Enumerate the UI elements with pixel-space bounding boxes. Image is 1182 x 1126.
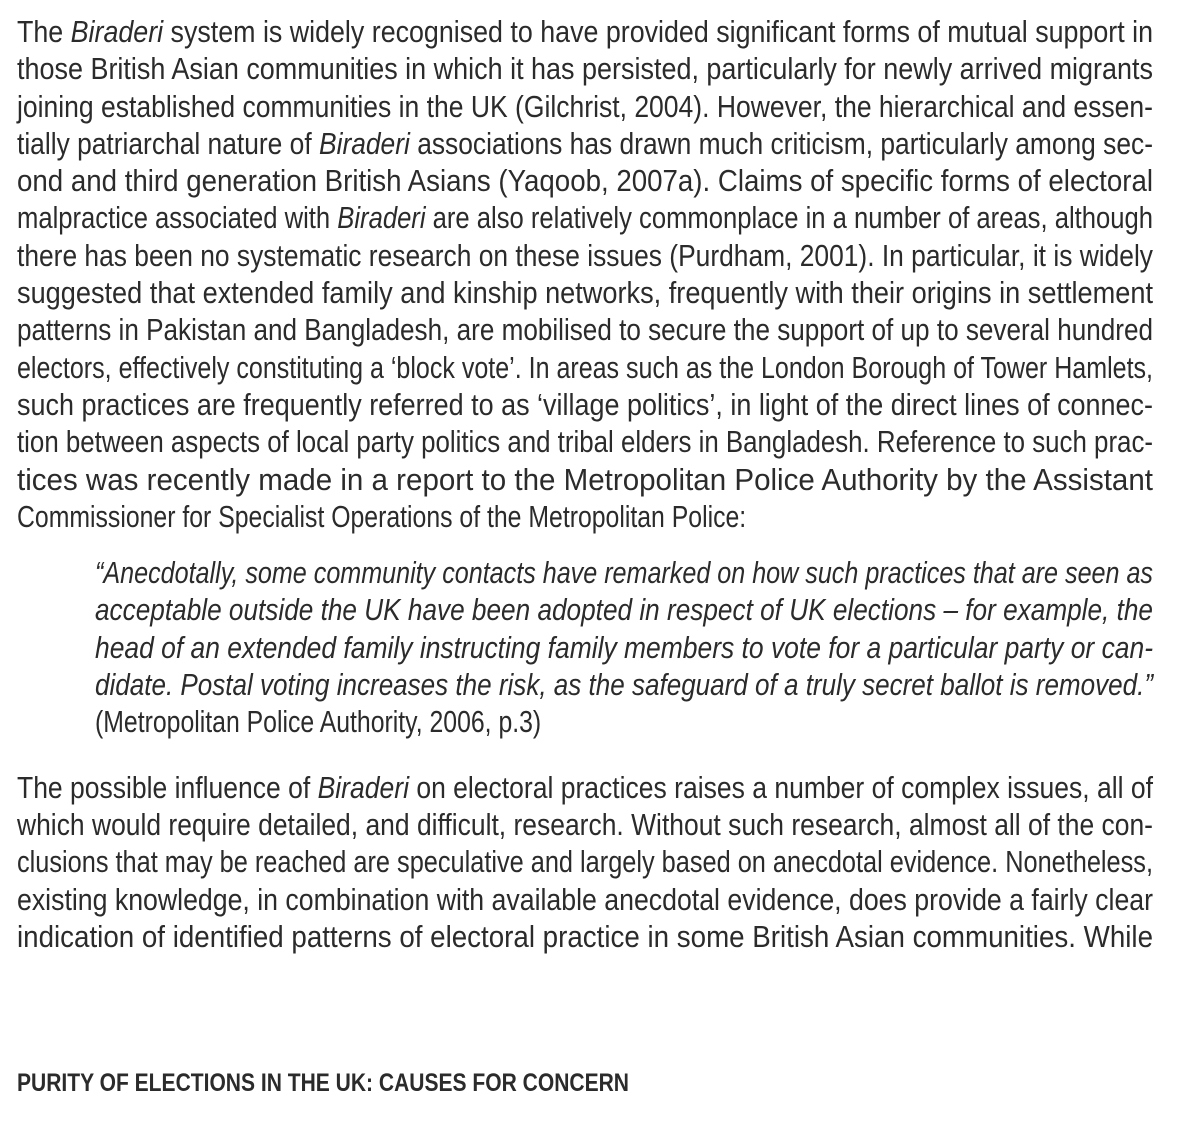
text-run: tices was recently made in a report to the Metropolitan Police Authority by the Assistant: [17, 461, 1153, 497]
text-run: The possible influence of: [17, 769, 318, 805]
text-line-content: [17, 918, 1153, 955]
text-line: [95, 554, 1153, 591]
text-run: suggested that extended family and kinship networks, frequently with their origins in settlement: [17, 275, 1153, 311]
text-run: electors, effectively constituting a ‘block vote’. In areas such as the London Borough of Tower Hamlets,: [17, 349, 1153, 385]
italic-text-run: Biraderi: [318, 125, 410, 161]
text-line-content: [17, 237, 1153, 274]
text-line: [17, 311, 1153, 348]
text-run: Commissioner for Specialist Operations of the Metropolitan Police:: [17, 498, 747, 534]
text-line-content: [17, 88, 1153, 125]
paragraph-biraderi-influence: [17, 769, 1153, 955]
text-run: patterns in Pakistan and Bangladesh, are mobilised to secure the support of up to several hundred: [17, 312, 1153, 348]
text-line-content: [95, 554, 1153, 591]
text-line: [95, 629, 1153, 666]
text-line-content: [17, 1068, 629, 1098]
text-run: those British Asian communities in which it has persisted, particularly for newly arrived migrants: [17, 51, 1153, 87]
text-line-content: [17, 199, 1153, 236]
text-line-content: [17, 806, 1153, 843]
text-line: [17, 843, 1153, 880]
text-line: [17, 349, 1153, 386]
text-line: [17, 806, 1153, 843]
text-line: [17, 237, 1153, 274]
text-line: [17, 162, 1153, 199]
text-run: there has been no systematic research on these issues (Purdham, 2001). In particular, it is widely: [17, 237, 1153, 273]
text-run: which would require detailed, and difficult, research. Without such research, almost all of the con-: [17, 806, 1153, 842]
text-line-content: [95, 666, 1153, 703]
running-footer: [17, 1068, 629, 1098]
text-run: existing knowledge, in combination with available anecdotal evidence, does provide a fairly clear: [17, 881, 1153, 917]
text-line: [95, 591, 1153, 628]
text-run: PURITY OF ELECTIONS IN THE UK: CAUSES FOR CONCERN: [17, 1069, 629, 1097]
text-line: [17, 461, 1153, 498]
text-line: [17, 88, 1153, 125]
italic-text-run: didate. Postal voting increases the risk, as the safeguard of a truly secret ballot is removed.”: [95, 667, 1153, 703]
text-line-content: [17, 274, 1153, 311]
text-run: associations has drawn much criticism, particularly among sec-: [409, 125, 1154, 161]
text-run: malpractice associated with: [17, 200, 338, 236]
text-run: on electoral practices raises a number of complex issues, all of: [408, 769, 1153, 805]
text-line: [17, 881, 1153, 918]
text-line-content: [17, 498, 746, 535]
text-run: (Metropolitan Police Authority, 2006, p.3): [95, 704, 542, 740]
text-run: indication of identified patterns of electoral practice in some British Asian communities. While: [17, 918, 1153, 954]
text-line: [17, 274, 1153, 311]
text-line-content: [17, 423, 1153, 460]
text-line-content: [17, 386, 1153, 423]
text-line-content: [17, 50, 1153, 87]
text-line-content: [17, 162, 1153, 199]
text-run: ond and third generation British Asians (Yaqoob, 2007a). Claims of specific forms of electoral: [17, 163, 1153, 199]
text-run: tion between aspects of local party politics and tribal elders in Bangladesh. Reference to such prac-: [17, 424, 1153, 460]
paragraph-biraderi-system: [17, 13, 1153, 535]
italic-text-run: Biraderi: [70, 14, 164, 49]
text-line: [95, 666, 1153, 703]
text-run: tially patriarchal nature of: [17, 125, 319, 161]
blockquote-metropolitan-police: [95, 554, 1153, 740]
text-line: [17, 13, 1153, 50]
text-line: [17, 125, 1153, 162]
text-line-content: [17, 311, 1153, 348]
text-line: [17, 918, 1153, 955]
text-line-content: [17, 125, 1153, 162]
text-line-content: [17, 769, 1153, 806]
text-run: clusions that may be reached are speculative and largely based on anecdotal evidence. Nonetheless,: [17, 844, 1153, 880]
italic-text-run: head of an extended family instructing family members to vote for a particular party or can-: [95, 629, 1153, 665]
text-line: [17, 386, 1153, 423]
text-line-content: [17, 349, 1153, 386]
footer-title: [17, 1068, 629, 1098]
text-line-content: [17, 461, 1153, 498]
italic-text-run: acceptable outside the UK have been adopted in respect of UK elections – for example, the: [95, 592, 1153, 628]
text-line: [95, 703, 1153, 740]
text-line-content: [17, 843, 1153, 880]
text-line: [17, 769, 1153, 806]
text-run: are also relatively commonplace in a number of areas, although: [425, 200, 1153, 236]
text-line: [17, 50, 1153, 87]
text-line-content: [95, 629, 1153, 666]
text-line: [17, 1068, 629, 1098]
text-line-content: [95, 703, 541, 740]
italic-text-run: Biraderi: [317, 769, 409, 805]
text-line-content: [95, 591, 1153, 628]
text-line: [17, 199, 1153, 236]
text-run: The: [17, 14, 71, 49]
text-run: system is widely recognised to have provided significant forms of mutual support in: [163, 14, 1153, 49]
text-run: such practices are frequently referred to as ‘village politics’, in light of the direct lines of connec-: [17, 386, 1153, 422]
text-line-content: [17, 881, 1153, 918]
italic-text-run: Biraderi: [337, 200, 426, 236]
text-line: [17, 423, 1153, 460]
text-line-content: [17, 13, 1153, 50]
text-run: joining established communities in the UK (Gilchrist, 2004). However, the hierarchical and essen-: [17, 88, 1153, 124]
text-line: [17, 498, 1153, 535]
italic-text-run: “Anecdotally, some community contacts have remarked on how such practices that are seen as: [95, 555, 1153, 591]
body-text-column: [17, 0, 1153, 955]
